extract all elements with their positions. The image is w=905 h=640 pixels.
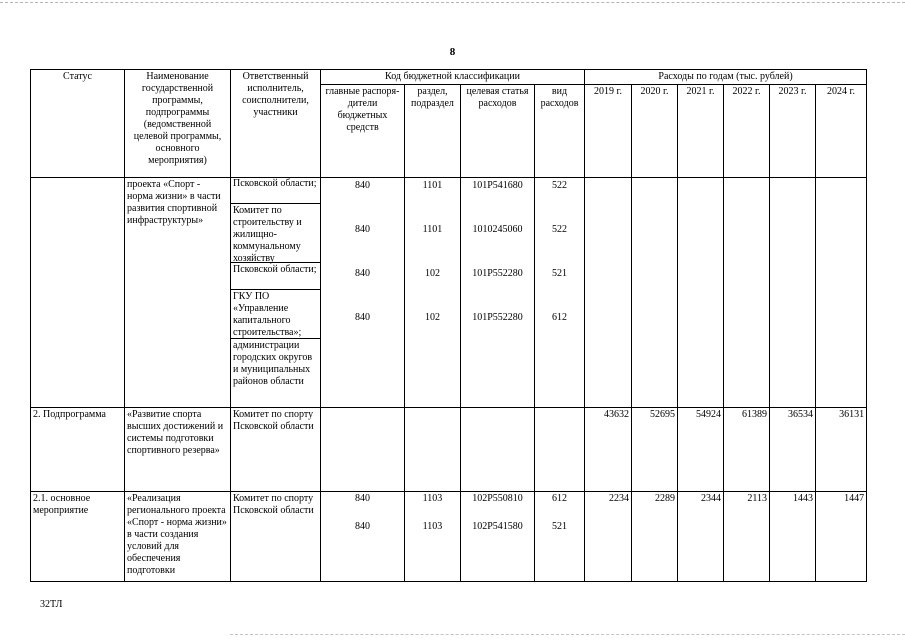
code-section: 1103 (422, 493, 443, 504)
code-target: 1010245060 (472, 224, 523, 235)
code-type: 521 (552, 268, 567, 279)
type-cell (535, 178, 585, 408)
value-2020 (632, 178, 678, 408)
header-budget-code: Код бюджетной классификации (321, 70, 585, 85)
grbs-cell (321, 492, 405, 582)
value-2024: 36131 (816, 408, 867, 492)
code-grbs: 840 (355, 493, 370, 504)
value-2020: 52695 (632, 408, 678, 492)
status-cell: 2.1. основное мероприятие (31, 492, 125, 582)
code-grbs: 840 (355, 180, 370, 191)
code-type: 522 (552, 180, 567, 191)
code-target: 101P552280 (472, 268, 523, 279)
section-cell (405, 492, 461, 582)
code-grbs: 840 (355, 312, 370, 323)
executor-cell: Комитет по спорту Псковской области (231, 492, 321, 582)
header-row (31, 70, 867, 85)
code-target: 102P550810 (472, 493, 523, 504)
executor-entry: администрации городских округов и муниципальных районов области (231, 338, 320, 391)
code-target: 102P541580 (472, 521, 523, 532)
executor-entry: Комитет по строительству и жилищно-коммунальному хозяйству (231, 203, 320, 262)
header-grbs: главные распоря-дители бюджетных средств (321, 85, 405, 178)
header-section: раздел, подраздел (405, 85, 461, 178)
scan-edge-bottom (230, 634, 905, 635)
header-expense-type: вид расходов (535, 85, 585, 178)
value-2021: 2344 (678, 492, 724, 582)
header-name: Наименование государственной программы, подпрограммы (ведомственной целевой программы, основного мероприятия) (125, 70, 231, 178)
value-2023: 36534 (770, 408, 816, 492)
header-executor: Ответственный исполнитель, соисполнители, участники (231, 70, 321, 178)
code-target: 101P541680 (472, 180, 523, 191)
value-2023: 1443 (770, 492, 816, 582)
value-2019: 43632 (585, 408, 632, 492)
table-row (31, 408, 867, 492)
executor-cell: Комитет по спорту Псковской области (231, 408, 321, 492)
code-section: 1101 (422, 224, 443, 235)
code-grbs: 840 (355, 521, 370, 532)
status-cell: 2. Подпрограмма (31, 408, 125, 492)
budget-table (30, 69, 867, 582)
code-type: 522 (552, 224, 567, 235)
target-cell (461, 178, 535, 408)
code-section: 102 (425, 268, 440, 279)
header-year-2023: 2023 г. (770, 85, 816, 178)
header-status: Статус (31, 70, 125, 178)
value-2021: 54924 (678, 408, 724, 492)
code-target: 101P552280 (472, 312, 523, 323)
code-type: 521 (552, 521, 567, 532)
scan-edge-top (0, 2, 905, 3)
type-cell (535, 408, 585, 492)
executor-cell (231, 178, 321, 408)
value-2019 (585, 178, 632, 408)
header-target: целевая статья расходов (461, 85, 535, 178)
table-row (31, 178, 867, 408)
name-cell: «Развитие спорта высших достижений и системы подготовки спортивного резерва» (125, 408, 231, 492)
name-cell: «Реализация регионального проекта «Спорт - норма жизни» в части создания условий для обеспечения подготовки (125, 492, 231, 582)
page-number: 8 (449, 46, 456, 58)
header-year-2019: 2019 г. (585, 85, 632, 178)
target-cell (461, 492, 535, 582)
section-cell (405, 408, 461, 492)
code-grbs: 840 (355, 224, 370, 235)
value-2022 (724, 178, 770, 408)
header-year-2021: 2021 г. (678, 85, 724, 178)
code-section: 102 (425, 312, 440, 323)
value-2021 (678, 178, 724, 408)
header-year-2024: 2024 г. (816, 85, 867, 178)
code-type: 612 (552, 312, 567, 323)
target-cell (461, 408, 535, 492)
code-type: 612 (552, 493, 567, 504)
code-grbs: 840 (355, 268, 370, 279)
value-2022: 2113 (724, 492, 770, 582)
executor-entry: Псковской области; (233, 178, 317, 189)
footer-code: 32ТЛ (40, 599, 63, 610)
grbs-cell (321, 178, 405, 408)
executor-entry: Псковской области; (231, 262, 320, 289)
value-2023 (770, 178, 816, 408)
table-row (31, 492, 867, 582)
code-section: 1101 (422, 180, 443, 191)
status-cell (31, 178, 125, 408)
value-2024 (816, 178, 867, 408)
executor-entry: ГКУ ПО «Управление капитального строительства»; (231, 289, 320, 338)
header-year-2020: 2020 г. (632, 85, 678, 178)
code-section: 1103 (422, 521, 443, 532)
value-2020: 2289 (632, 492, 678, 582)
header-expenses: Расходы по годам (тыс. рублей) (585, 70, 867, 85)
value-2022: 61389 (724, 408, 770, 492)
grbs-cell (321, 408, 405, 492)
value-2019: 2234 (585, 492, 632, 582)
value-2024: 1447 (816, 492, 867, 582)
name-cell: проекта «Спорт - норма жизни» в части развития спортивной инфраструктуры» (125, 178, 231, 408)
type-cell (535, 492, 585, 582)
section-cell (405, 178, 461, 408)
header-year-2022: 2022 г. (724, 85, 770, 178)
